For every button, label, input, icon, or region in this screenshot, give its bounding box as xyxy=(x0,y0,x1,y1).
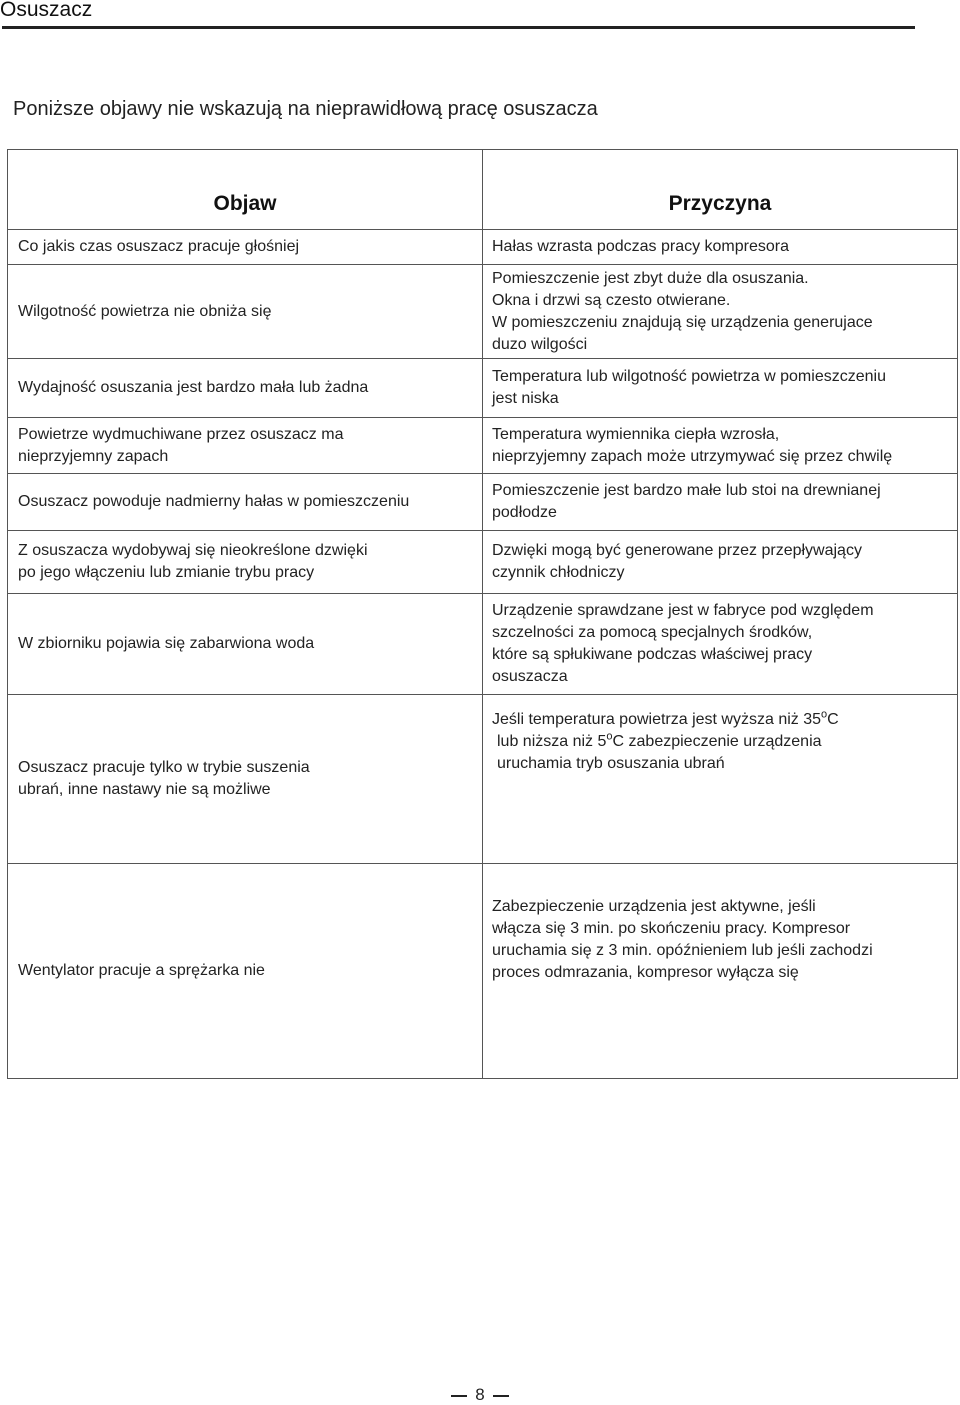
cause-text: Temperatura lub wilgotność powietrza w pomieszczeniu xyxy=(492,368,886,386)
cause-text: podłodze xyxy=(492,504,557,522)
table-row xyxy=(8,863,958,1078)
symptom-text: po jego włączeniu lub zmianie trybu pracy xyxy=(18,563,315,581)
symptom-text: ubrań, inne nastawy nie są możliwe xyxy=(18,780,271,798)
cause-text: duzo wilgości xyxy=(492,335,588,353)
cause-cell xyxy=(483,474,958,531)
symptom-cell xyxy=(8,863,483,1078)
troubleshooting-table xyxy=(7,149,958,1079)
cause-cell xyxy=(483,531,958,594)
symptom-cell xyxy=(8,593,483,694)
cause-cell xyxy=(483,593,958,694)
symptom-cell xyxy=(8,417,483,474)
symptom-text: Osuszacz powoduje nadmierny hałas w pomieszczeniu xyxy=(18,493,410,511)
cause-text: które są spłukiwane podczas właściwej pracy xyxy=(492,645,813,663)
page-dash-right xyxy=(493,1395,509,1397)
cause-text: nieprzyjemny zapach może utrzymywać się przez chwilę xyxy=(492,447,893,465)
cause-text: Zabezpieczenie urządzenia jest aktywne, jeśli xyxy=(492,897,816,915)
symptom-text: Co jakis czas osuszacz pracuje głośniej xyxy=(18,238,300,256)
symptom-text: Wilgotność powietrza nie obniża się xyxy=(18,302,272,320)
table-row xyxy=(8,359,958,418)
page-number: 8 xyxy=(0,1385,960,1405)
table-row xyxy=(8,694,958,863)
table-row xyxy=(8,229,958,264)
symptom-text: W zbiorniku pojawia się zabarwiona woda xyxy=(18,634,315,652)
page-dash-left xyxy=(451,1395,467,1397)
cause-cell xyxy=(483,229,958,264)
cause-text: lub niższa niż 5$^o$C zabezpieczenie urządzenia xyxy=(497,730,822,750)
section-subtitle: Poniższe objawy nie wskazują na nieprawidłową pracę osuszacza xyxy=(13,98,598,120)
table-row xyxy=(8,593,958,694)
symptom-text: Powietrze wydmuchiwane przez osuszacz ma xyxy=(18,425,344,443)
cause-cell xyxy=(483,265,958,359)
column-header-cause: Przyczyna xyxy=(483,150,958,230)
cause-cell xyxy=(483,694,958,863)
cause-text: Jeśli temperatura powietrza jest wyższa niż 35$^o$C xyxy=(492,708,839,728)
cause-text: jest niska xyxy=(492,390,559,408)
cause-text: Temperatura wymiennika ciepła wzrosła, xyxy=(492,425,780,443)
column-header-symptom: Objaw xyxy=(8,150,483,230)
cause-text: włącza się 3 min. po skończeniu pracy. Kompresor xyxy=(492,919,851,937)
cause-cell xyxy=(483,863,958,1078)
cause-text: Pomieszczenie jest bardzo małe lub stoi na drewnianej xyxy=(492,482,881,500)
table-header-row xyxy=(8,150,958,230)
symptom-cell xyxy=(8,265,483,359)
cause-text: Urządzenie sprawdzane jest w fabryce pod względem xyxy=(492,601,874,619)
document-title: Osuszacz xyxy=(0,0,93,21)
symptom-text: Wydajność osuszania jest bardzo mała lub żadna xyxy=(18,379,369,397)
symptom-text: Z osuszacza wydobywaj się nieokreślone dzwięki xyxy=(18,541,368,559)
table-row xyxy=(8,417,958,474)
symptom-cell xyxy=(8,531,483,594)
title-divider xyxy=(2,26,915,29)
cause-cell xyxy=(483,417,958,474)
symptom-text: Osuszacz pracuje tylko w trybie suszenia xyxy=(18,758,310,776)
symptom-cell xyxy=(8,694,483,863)
cause-text: Okna i drzwi są czesto otwierane. xyxy=(492,291,731,309)
cause-text: czynnik chłodniczy xyxy=(492,563,625,581)
cause-text: Hałas wzrasta podczas pracy kompresora xyxy=(492,238,790,256)
cause-text: szczelności za pomocą specjalnych środków, xyxy=(492,623,813,641)
table-row xyxy=(8,474,958,531)
cause-text: Dzwięki mogą być generowane przez przepływający xyxy=(492,541,862,559)
cause-text: W pomieszczeniu znajdują się urządzenia generujace xyxy=(492,313,873,331)
cause-text: uruchamia się z 3 min. opóźnieniem lub jeśli zachodzi xyxy=(492,941,873,959)
cause-text: Pomieszczenie jest zbyt duże dla osuszania. xyxy=(492,269,809,287)
symptom-cell xyxy=(8,359,483,418)
cause-cell xyxy=(483,359,958,418)
cause-text: proces odmrazania, kompresor wyłącza się xyxy=(492,963,799,981)
symptom-text: nieprzyjemny zapach xyxy=(18,447,169,465)
symptom-text: Wentylator pracuje a sprężarka nie xyxy=(18,961,265,979)
symptom-cell xyxy=(8,474,483,531)
cause-text: uruchamia tryb osuszania ubrań xyxy=(497,754,725,772)
table-row xyxy=(8,531,958,594)
symptom-cell xyxy=(8,229,483,264)
table-row xyxy=(8,265,958,359)
cause-text: osuszacza xyxy=(492,667,568,685)
